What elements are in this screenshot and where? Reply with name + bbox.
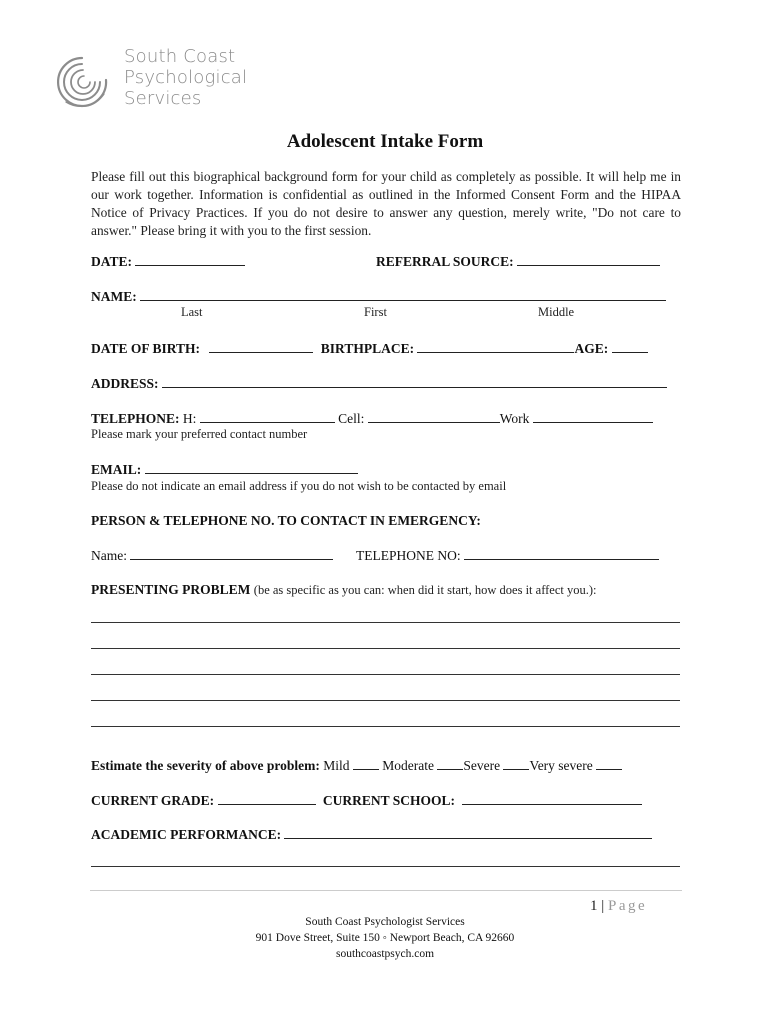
emergency-tel-row	[356, 547, 659, 564]
address-row	[91, 375, 667, 392]
page-number-value: 1	[590, 898, 598, 914]
address-label: ADDRESS:	[91, 376, 159, 391]
school-label: CURRENT SCHOOL:	[322, 793, 456, 808]
name-row	[91, 288, 666, 305]
logo-line-1: South Coast	[124, 46, 236, 67]
name-first-caption: First	[364, 305, 387, 319]
sev-very-field[interactable]	[596, 757, 622, 770]
tel-work-label: Work	[499, 411, 530, 426]
academic-field[interactable]	[284, 826, 652, 839]
name-last-caption: Last	[181, 305, 203, 319]
emergency-tel-label: TELEPHONE NO:	[356, 548, 461, 563]
page-number-separator: |	[601, 898, 605, 914]
birthplace-label: BIRTHPLACE:	[320, 341, 415, 356]
sev-moderate-field[interactable]	[437, 757, 463, 770]
address-field[interactable]	[162, 375, 667, 388]
intro-paragraph: Please fill out this biographical background form for your child as completely as possible. It will help me in our work together. Information is confidential as outlined in the Informed Consent Form and the HIPAA Notice of Privacy Practices. If you do not desire to answer any question, merely write, "Do not care to answer." Please bring it with you to the first session.	[91, 169, 681, 238]
logo-line-3: Services	[124, 88, 202, 109]
footer-org-name: South Coast Psychologist Services	[305, 916, 465, 928]
dob-row	[91, 340, 648, 357]
page-title: Adolescent Intake Form	[286, 131, 484, 152]
presenting-answer-line[interactable]	[91, 700, 680, 701]
logo-wordmark	[124, 46, 247, 109]
school-field[interactable]	[462, 792, 642, 805]
referral-row	[376, 253, 660, 270]
sev-very-label: Very severe	[529, 758, 593, 773]
presenting-note: (be as specific as you can: when did it start, how does it affect you.):	[253, 583, 597, 597]
presenting-answer-line[interactable]	[91, 674, 680, 675]
presenting-answer-line[interactable]	[91, 648, 680, 649]
birthplace-field[interactable]	[417, 340, 574, 353]
tel-home-label: H:	[182, 411, 197, 426]
telephone-label: TELEPHONE:	[91, 411, 180, 426]
name-field[interactable]	[140, 288, 666, 301]
emergency-name-field[interactable]	[130, 547, 333, 560]
sev-severe-label: Severe	[463, 758, 501, 773]
org-logo	[52, 46, 252, 116]
logo-line-2: Psychological	[124, 67, 248, 88]
presenting-label: PRESENTING PROBLEM	[91, 582, 251, 597]
page-word: Page	[608, 898, 648, 914]
sev-mild-label: Mild	[323, 758, 350, 773]
presenting-answer-line[interactable]	[91, 726, 680, 727]
tel-home-field[interactable]	[200, 410, 335, 423]
presenting-answer-line[interactable]	[91, 622, 680, 623]
age-label: AGE:	[574, 341, 609, 356]
grade-row	[91, 792, 642, 809]
academic-row	[91, 826, 652, 843]
date-field[interactable]	[135, 253, 245, 266]
tel-cell-field[interactable]	[368, 410, 500, 423]
date-row	[91, 253, 245, 270]
sev-severe-field[interactable]	[503, 757, 529, 770]
name-label: NAME:	[91, 289, 137, 304]
severity-label: Estimate the severity of above problem:	[91, 758, 320, 773]
telephone-note: Please mark your preferred contact number	[91, 427, 308, 441]
dob-label: DATE OF BIRTH:	[91, 341, 201, 356]
academic-answer-line[interactable]	[91, 866, 680, 867]
referral-field[interactable]	[517, 253, 660, 266]
tel-work-field[interactable]	[533, 410, 653, 423]
sev-mild-field[interactable]	[353, 757, 379, 770]
name-middle-caption: Middle	[538, 305, 575, 319]
telephone-row	[91, 410, 653, 427]
date-label: DATE:	[91, 254, 133, 269]
spiral-logo-icon	[52, 50, 112, 112]
tel-cell-label: Cell:	[338, 411, 365, 426]
academic-label: ACADEMIC PERFORMANCE:	[91, 827, 282, 842]
presenting-row	[91, 582, 597, 598]
referral-label: REFERRAL SOURCE:	[376, 254, 514, 269]
footer-divider	[90, 890, 682, 891]
emergency-name-label: Name:	[91, 548, 127, 563]
footer-address: 901 Dove Street, Suite 150 ◦ Newport Beach, CA 92660	[255, 932, 515, 944]
dob-field[interactable]	[209, 340, 313, 353]
email-row	[91, 461, 358, 478]
age-field[interactable]	[612, 340, 648, 353]
grade-field[interactable]	[218, 792, 316, 805]
page-number	[590, 898, 647, 915]
footer-website[interactable]: southcoastpsych.com	[335, 948, 435, 960]
severity-row	[91, 757, 622, 774]
emergency-heading: PERSON & TELEPHONE NO. TO CONTACT IN EMERGENCY:	[91, 513, 481, 528]
email-field[interactable]	[145, 461, 358, 474]
emergency-tel-field[interactable]	[464, 547, 659, 560]
sev-moderate-label: Moderate	[382, 758, 434, 773]
email-note: Please do not indicate an email address if you do not wish to be contacted by email	[91, 479, 507, 493]
email-label: EMAIL:	[91, 462, 142, 477]
grade-label: CURRENT GRADE:	[91, 793, 215, 808]
emergency-name-row	[91, 547, 333, 564]
